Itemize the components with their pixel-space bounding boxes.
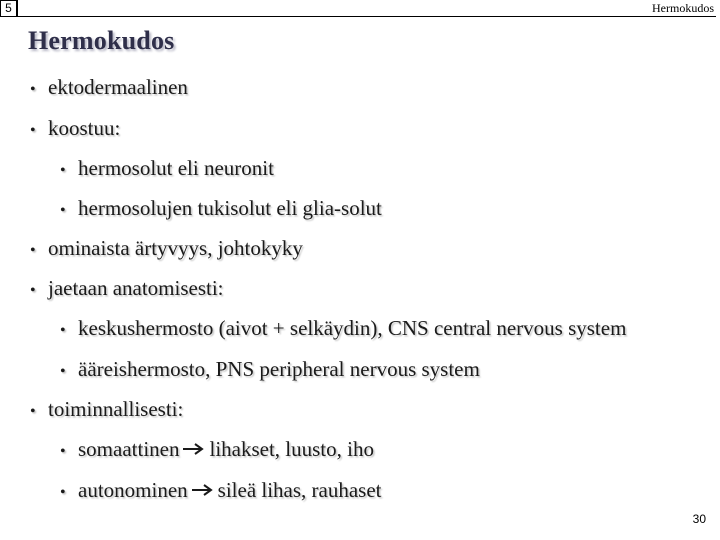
bullet-icon: •: [60, 363, 66, 380]
bullet-text: hermosolut eli neuronit: [78, 156, 274, 180]
header-title: Hermokudos: [652, 1, 714, 15]
slide-number: 5: [5, 1, 12, 15]
bullet-text-before: autonominen: [78, 478, 188, 502]
page-number: 30: [692, 512, 706, 526]
bullet-item: [30, 397, 183, 424]
bullet-item: [30, 236, 303, 263]
bullet-text: ääreishermosto, PNS peripheral nervous system: [78, 357, 480, 381]
bullet-text: koostuu:: [48, 116, 121, 140]
bullet-icon: •: [60, 484, 66, 501]
bullet-item: [30, 75, 188, 102]
bullet-icon: •: [30, 122, 36, 139]
bullet-text-after: sileä lihas, rauhaset: [217, 478, 382, 502]
sub-bullet-item: [60, 357, 480, 384]
bullet-text-before: somaattinen: [78, 437, 180, 461]
bullet-text: jaetaan anatomisesti:: [48, 276, 224, 300]
bullet-icon: •: [60, 202, 66, 219]
bullet-icon: •: [30, 403, 36, 420]
sub-bullet-item: [60, 156, 274, 183]
bullet-icon: •: [60, 162, 66, 179]
slide-title: Hermokudos: [28, 26, 175, 55]
sub-bullet-item: [60, 196, 382, 223]
sub-bullet-item: [60, 437, 374, 464]
sub-bullet-item: [60, 316, 626, 343]
right-arrow-icon: [181, 437, 205, 461]
bullet-item: [30, 116, 120, 143]
bullet-text: hermosolujen tukisolut eli glia-solut: [78, 196, 382, 220]
bullet-icon: •: [60, 443, 66, 460]
bullet-text: keskushermosto (aivot + selkäydin), CNS central nervous system: [78, 316, 627, 340]
right-arrow-icon: [190, 478, 214, 502]
bullet-icon: •: [30, 81, 36, 98]
bullet-text: ominaista ärtyvyys, johtokyky: [48, 236, 303, 260]
bullet-text: ektodermaalinen: [48, 75, 188, 99]
bullet-icon: •: [30, 242, 36, 259]
bullet-text-after: lihakset, luusto, iho: [209, 437, 374, 461]
bullet-icon: •: [60, 322, 66, 339]
sub-bullet-item: [60, 478, 382, 505]
bullet-item: [30, 276, 224, 303]
bullet-icon: •: [30, 282, 36, 299]
bullet-text: toiminnallisesti:: [48, 397, 184, 421]
